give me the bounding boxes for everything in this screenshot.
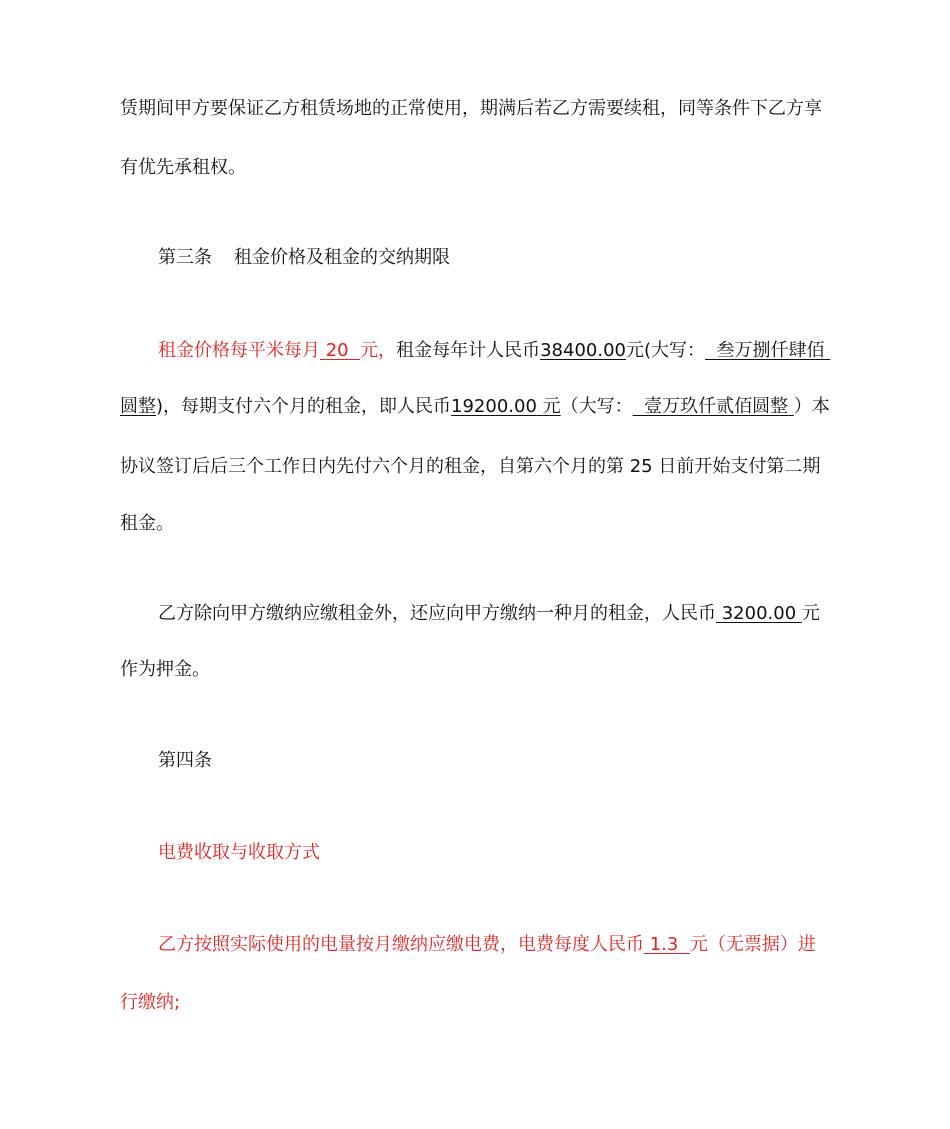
rent-period-caps-prefix: （大写： [560,396,633,417]
electricity-line-1 [158,932,816,958]
rent-period-caps-suffix: ）本 [793,396,830,417]
deposit-text: 乙方除向甲方缴纳应缴租金外，还应向甲方缴纳一种月的租金，人民币 [158,603,716,624]
rent-period-caps: 壹万玖仟贰佰圆整 [644,396,789,417]
article-label: 第四条 [158,750,212,771]
deposit-line-1 [158,601,820,627]
rent-annual-caps: 叁万捌仟肆佰 [716,340,825,361]
rent-unit-price: 20 [325,340,349,361]
text: 赁期间甲方要保证乙方租赁场地的正常使用，期满后若乙方需要续租，同等条件下乙方享 [120,98,822,119]
electricity-text: 乙方按照实际使用的电量按月缴纳应缴电费，电费每度人民币 [158,934,644,955]
text: 有优先承租权。 [120,157,246,178]
deposit-line-2 [120,657,210,683]
rent-unit-suffix: 元， [360,340,397,361]
deposit-amount: 3200.00 [721,603,797,624]
electricity-price: 1.3 [649,934,679,955]
article-title: 租金价格及租金的交纳期限 [234,247,450,268]
electricity-suffix: 元（无票据）进 [689,934,816,955]
article-title [158,840,320,866]
text: 作为押金。 [120,659,210,680]
deposit-unit: 元 [801,603,820,624]
rent-annual-unit: 元(大写： [625,340,706,361]
rent-annual-amount: 38400.00 [540,340,626,361]
rent-line-2 [120,394,830,420]
rent-annual-label: 租金每年计人民币 [396,340,541,361]
article-heading [158,245,450,271]
rent-price-label: 租金价格每平米每月 [158,340,320,361]
rent-period-amount: 19200.00 元 [451,396,561,417]
rent-line-3 [120,454,820,480]
text: 电费收取与收取方式 [158,842,320,863]
text: 租金。 [120,513,174,534]
paragraph-line [120,96,822,122]
rent-period-text: )，每期支付六个月的租金，即人民币 [156,396,452,417]
electricity-line-2 [120,990,180,1016]
text: 行缴纳; [120,992,181,1013]
article-label: 第三条 [158,247,212,268]
rent-line-1 [158,338,830,364]
text: 协议签订后后三个工作日内先付六个月的租金，自第六个月的第 25 日前开始支付第二期 [120,456,821,477]
rent-annual-caps-cont: 圆整 [120,396,156,417]
paragraph-line [120,155,246,181]
rent-line-4 [120,511,174,537]
article-heading [158,748,212,774]
